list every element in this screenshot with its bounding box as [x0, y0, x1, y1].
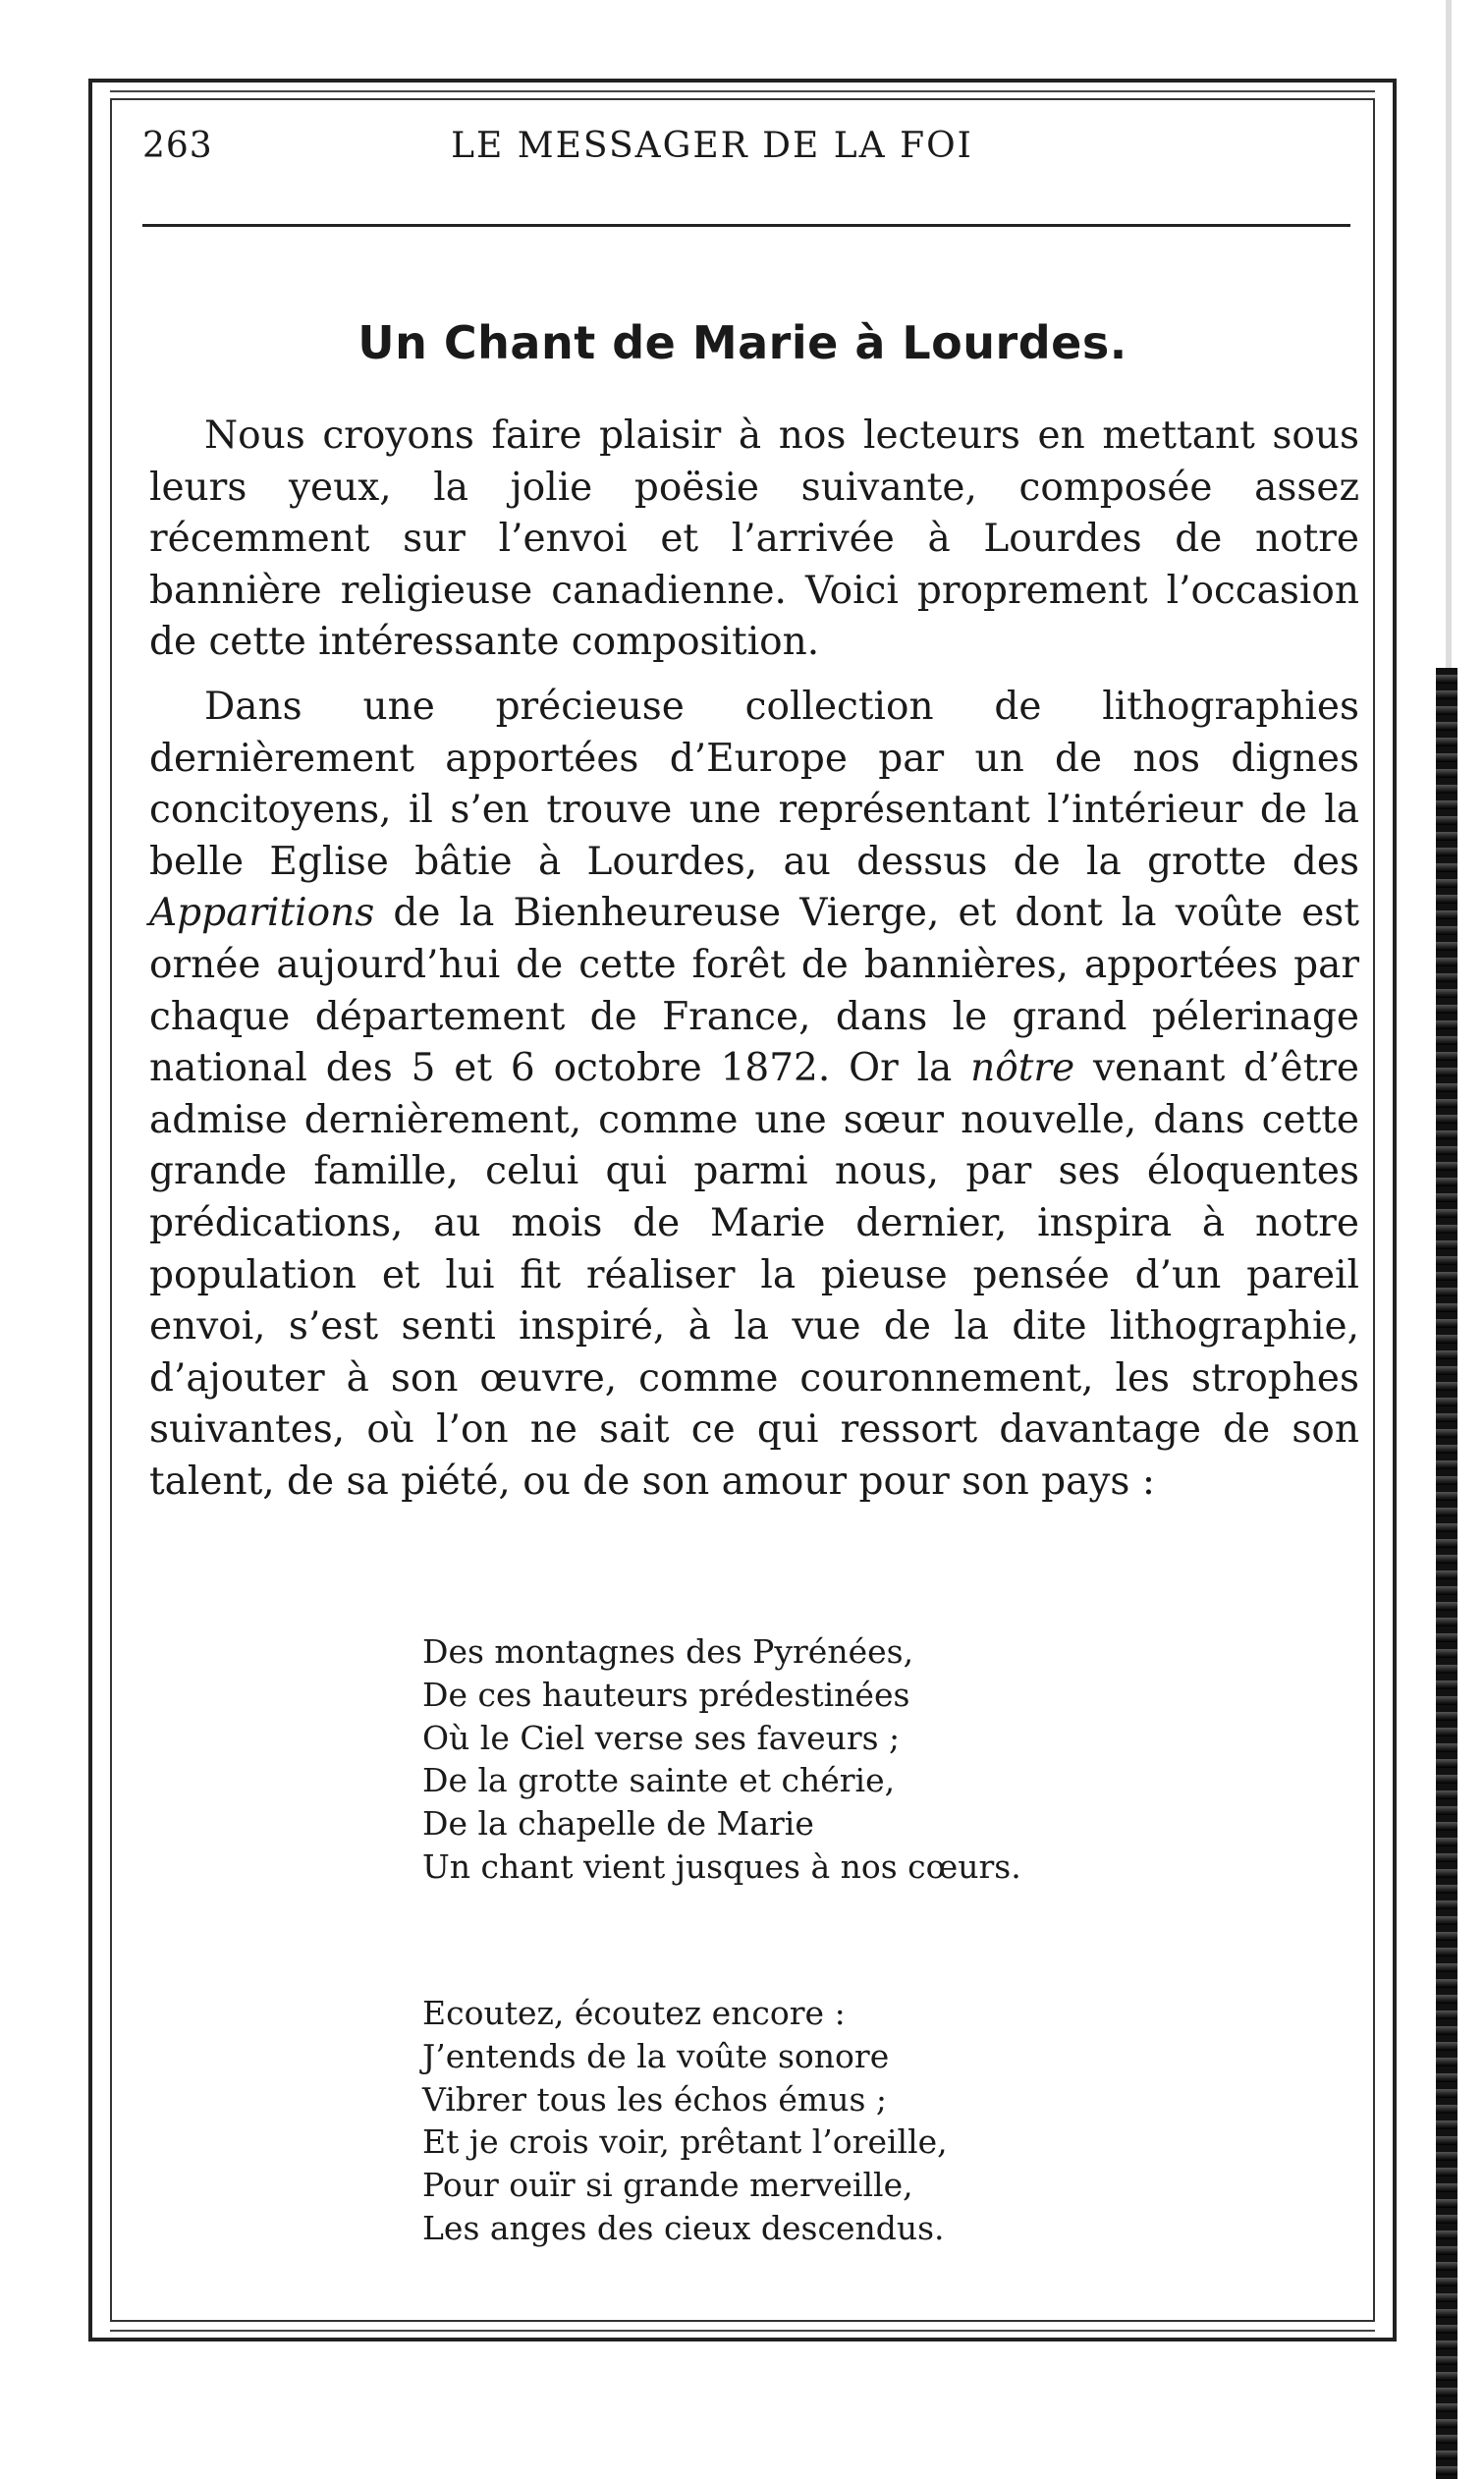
paragraph-intro-text: Nous croyons faire plaisir à nos lecteurs en mettant sous leurs yeux, la jolie poësie suivante, composée assez récemment sur l’envoi et l’arrivée à Lourdes de notre bannière religieuse canadienne. Voici proprement l’occasion de cette intéressante composition. [149, 413, 1359, 665]
running-header [142, 126, 1350, 185]
article-title: Un Chant de Marie à Lourdes. [357, 316, 1127, 369]
verse-line: Vibrer tous les échos émus ; [422, 2079, 887, 2119]
page-edge-shadow [1436, 668, 1457, 2479]
page-border-rule-bottom [110, 2330, 1375, 2332]
header-rule [142, 224, 1350, 227]
emphasis-notre: nôtre [970, 1046, 1075, 1091]
verse-line: De la chapelle de Marie [422, 1804, 814, 1844]
poem-stanza-1 [422, 1630, 1228, 1889]
verse-line: J’entends de la voûte sonore [422, 2036, 890, 2075]
verse-line: Des montagnes des Pyrénées, [422, 1632, 914, 1671]
paragraph-intro [149, 411, 1359, 669]
verse-line: Un chant vient jusques à nos cœurs. [422, 1846, 1021, 1886]
page-border-rule-top [110, 90, 1375, 92]
verse-line: Et je crois voir, prêtant l’oreille, [422, 2122, 948, 2162]
page-number: 263 [142, 126, 213, 166]
paragraph-occasion-text-1: Dans une précieuse collection de lithographies dernièrement apportées d’Europe par un de nos dignes concitoyens, il s’en trouve une représentant l’intérieur de la belle Eglise bâtie à Lourdes, au dessus de la grotte des [149, 685, 1359, 884]
verse-line: Pour ouïr si grande merveille, [422, 2166, 913, 2205]
emphasis-apparitions: Apparitions [149, 891, 375, 936]
verse-line: De ces hauteurs prédestinées [422, 1675, 910, 1714]
paragraph-occasion [149, 682, 1359, 1509]
paragraph-occasion-text-3: venant d’être admise dernièrement, comme une sœur nouvelle, dans cette grande famille, celui qui parmi nous, par ses éloquentes prédications, au mois de Marie dernier, inspira à notre population et lui fit réaliser la pieuse pensée d’un pareil envoi, s’est senti inspiré, à la vue de la dite lithographie, d’ajouter à son œuvre, comme couronnement, les strophes suivantes, où l’on ne sait ce qui ressort davantage de son talent, de sa piété, ou de son amour pour son pays : [149, 1046, 1359, 1504]
journal-title: LE MESSAGER DE LA FOI [451, 126, 973, 166]
verse-line: Ecoutez, écoutez encore : [422, 1994, 846, 2032]
verse-line: Les anges des cieux descendus. [422, 2208, 945, 2247]
paragraph-occasion-text-2: de la Bienheureuse Vierge, et dont la voûte est ornée aujourd’hui de cette forêt de bannières, apportées par chaque département de France, dans le grand pélerinage national des 5 et 6 octobre 1872. Or la [149, 891, 1359, 1091]
poem-stanza-2 [422, 1992, 1228, 2250]
page-edge-top [1446, 0, 1452, 668]
verse-line: De la grotte sainte et chérie, [422, 1761, 896, 1800]
verse-line: Où le Ciel verse ses faveurs ; [422, 1718, 901, 1757]
